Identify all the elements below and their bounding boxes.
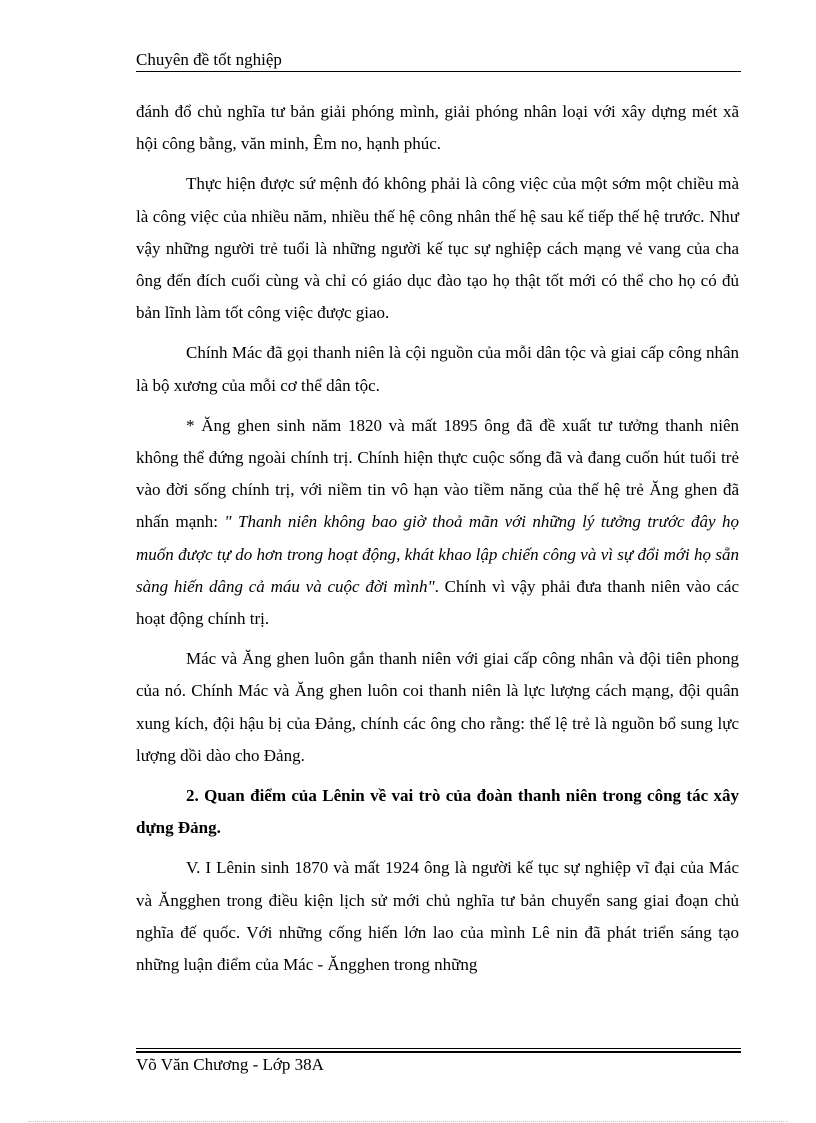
footer-rule-thin bbox=[136, 1048, 741, 1049]
paragraph-2: Thực hiện được sứ mệnh đó không phải là công việc của một sớm một chiều mà là công việc của nhiều năm, nhiều thế hệ công nhân thế hệ sau kế tiếp thế hệ trước. Như vậy những người trẻ tuổi là những người kế tục sự nghiệp cách mạng vẻ vang của cha ông đến đích cuối cùng và chỉ có giáo dục đào tạo họ thật tốt mới có thể cho họ có đủ bản lĩnh làm tốt công việc được giao. bbox=[136, 174, 739, 323]
paragraph-4 bbox=[136, 410, 739, 635]
footer-rule-thick bbox=[136, 1051, 741, 1053]
document-body bbox=[136, 96, 739, 989]
paragraph-6: V. I Lênin sinh 1870 và mất 1924 ông là người kế tục sự nghiệp vĩ đại của Mác và Ăngghen trong điều kiện lịch sử mới chủ nghĩa tư bản chuyển sang giai đoạn chủ nghĩa đế quốc. Với những cống hiến lớn lao của mình Lê nin đã phát triển sáng tạo những luận điểm của Mác - Ăngghen trong những bbox=[136, 858, 739, 975]
paragraph-4-end: . Chính vì vậy phải đưa thanh niên vào các hoạt động chính trị. bbox=[136, 576, 740, 629]
page-header-title: Chuyên đề tốt nghiệp bbox=[136, 50, 282, 69]
footer-author: Võ Văn Chương - Lớp 38A bbox=[136, 1055, 324, 1074]
header-rule bbox=[136, 71, 741, 72]
paragraph-5: Mác và Ăng ghen luôn gắn thanh niên với giai cấp công nhân và đội tiên phong của nó. Chính Mác và Ăng ghen luôn coi thanh niên là lực lượng cách mạng, đội quân xung kích, đội hậu bị của Đảng, chính các ông cho rằng: thế lệ trẻ là nguồn bổ sung lực lượng dồi dào cho Đảng. bbox=[136, 649, 739, 765]
engels-quote: " Thanh niên không bao giờ thoả mãn với những lý tưởng trước đây họ muốn được tự do hơn trong hoạt động, khát khao lập chiến công và vì sự đổi mới họ sẵn sàng hiến dâng cả máu và cuộc đời mình" bbox=[136, 512, 739, 596]
paragraph-3: Chính Mác đã gọi thanh niên là cội nguồn của mỗi dân tộc và giai cấp công nhân là bộ xương của mỗi cơ thể dân tộc. bbox=[136, 343, 739, 395]
paragraph-4-start: * Ăng ghen sinh năm 1820 và mất 1895 ông đã đề xuất tư tưởng thanh niên không thể đứng ngoài chính trị. Chính hiện thực cuộc sống đã và đang cuốn hút tuổi trẻ vào đời sống chính trị, với niềm tin vô hạn vào tiềm năng của thế hệ trẻ Ăng ghen đã nhấn mạnh: bbox=[136, 415, 739, 532]
section-heading: 2. Quan điểm của Lênin về vai trò của đoàn thanh niên trong công tác xây dựng Đảng. bbox=[136, 786, 739, 838]
page-bottom-dotted-line bbox=[28, 1121, 788, 1122]
paragraph-1: đánh đổ chủ nghĩa tư bản giải phóng mình, giải phóng nhân loại với xây dựng mét xã hội công bằng, văn minh, Êm no, hạnh phúc. bbox=[136, 102, 739, 154]
